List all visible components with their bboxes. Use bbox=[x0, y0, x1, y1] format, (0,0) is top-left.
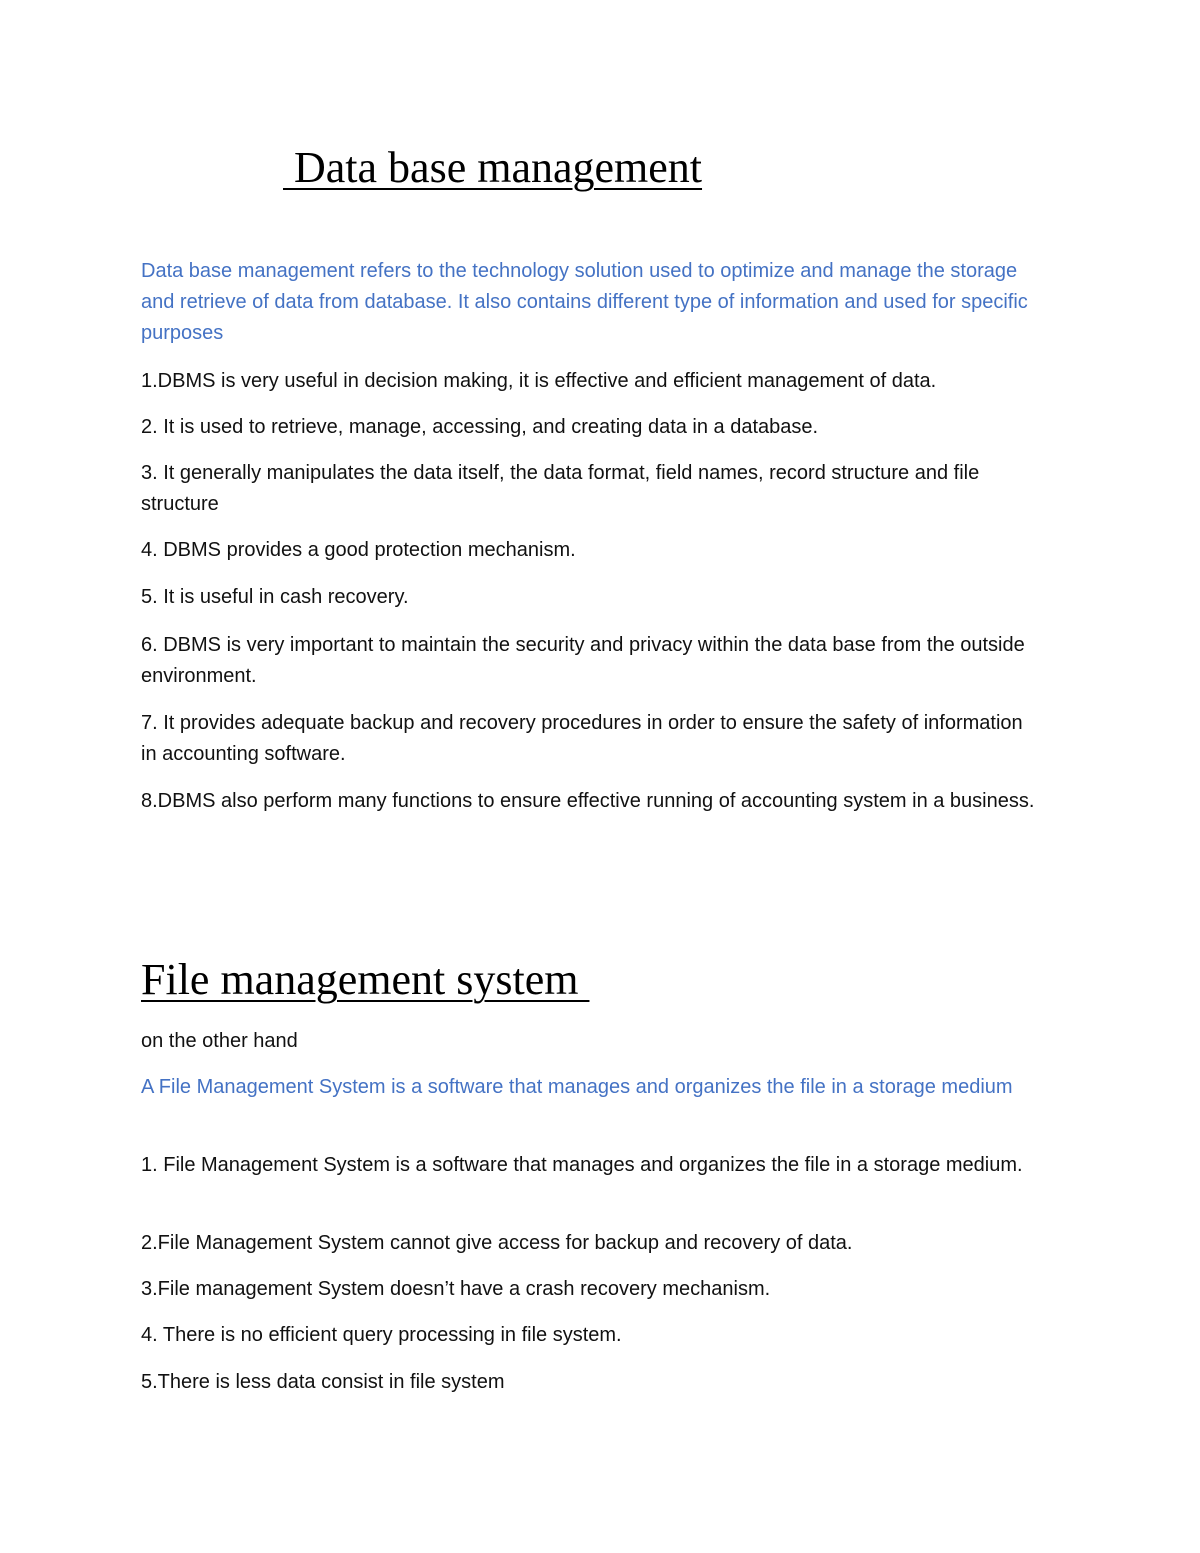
list-item: 1.DBMS is very useful in decision making, it is effective and efficient management of data. bbox=[141, 370, 937, 392]
section-title-database-management: Data base management bbox=[283, 143, 703, 192]
list-item: 4. There is no efficient query processing in file system. bbox=[141, 1324, 622, 1346]
list-item: 3.File management System doesn’t have a crash recovery mechanism. bbox=[141, 1278, 771, 1300]
list-item: 5. It is useful in cash recovery. bbox=[141, 586, 409, 608]
list-item: 2. It is used to retrieve, manage, accessing, and creating data in a database. bbox=[141, 416, 819, 438]
list-item: 3. It generally manipulates the data itself, the data format, field names, record structure and file structure bbox=[141, 462, 980, 515]
section-title-file-management-system: File management system bbox=[141, 955, 590, 1004]
section-subtitle: on the other hand bbox=[141, 1030, 298, 1052]
list-item: 7. It provides adequate backup and recovery procedures in order to ensure the safety of information in accounting software. bbox=[141, 712, 1023, 765]
list-item: 4. DBMS provides a good protection mechanism. bbox=[141, 539, 576, 561]
list-item: 5.There is less data consist in file system bbox=[141, 1371, 505, 1393]
list-item: 8.DBMS also perform many functions to ensure effective running of accounting system in a business. bbox=[141, 790, 1035, 812]
section-intro-file-management-system: A File Management System is a software that manages and organizes the file in a storage medium bbox=[141, 1076, 1013, 1098]
list-item: 6. DBMS is very important to maintain the security and privacy within the data base from the outside environment. bbox=[141, 634, 1025, 687]
section-intro-database-management: Data base management refers to the technology solution used to optimize and manage the storage and retrieve of data from database. It also contains different type of information and used for specific purposes bbox=[141, 260, 1028, 344]
list-item: 2.File Management System cannot give access for backup and recovery of data. bbox=[141, 1232, 853, 1254]
list-item: 1. File Management System is a software that manages and organizes the file in a storage medium. bbox=[141, 1154, 1023, 1176]
